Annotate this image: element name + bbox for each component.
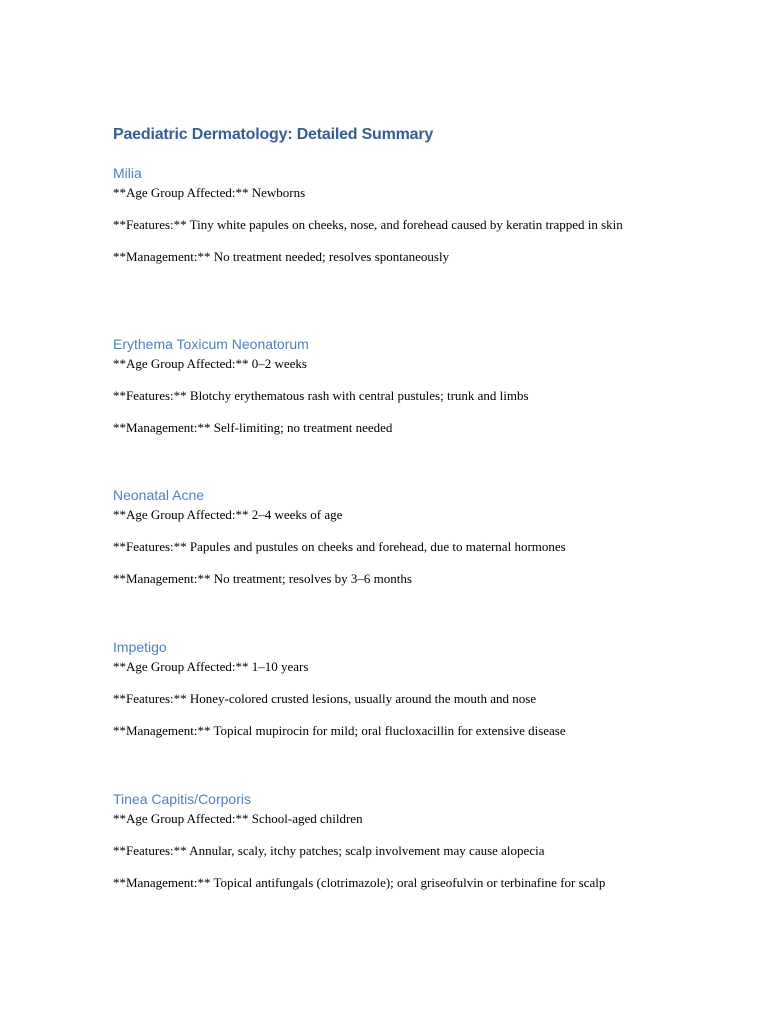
management-text: **Management:** Topical antifungals (clotrimazole); oral griseofulvin or terbinafine for scalp — [113, 875, 606, 890]
management-text: **Management:** Self-limiting; no treatment needed — [113, 420, 393, 435]
age-group-text: **Age Group Affected:** School-aged children — [113, 811, 363, 826]
management-text: **Management:** Topical mupirocin for mild; oral flucloxacillin for extensive disease — [113, 723, 566, 738]
section-impetigo — [113, 638, 658, 754]
section-heading: Tinea Capitis/Corporis — [113, 791, 251, 807]
age-group-text: **Age Group Affected:** 0–2 weeks — [113, 356, 307, 371]
management-text: **Management:** No treatment needed; resolves spontaneously — [113, 249, 450, 264]
section-heading: Milia — [113, 165, 142, 181]
features-text: **Features:** Annular, scaly, itchy patches; scalp involvement may cause alopecia — [113, 843, 545, 858]
management-text: **Management:** No treatment; resolves by 3–6 months — [113, 571, 412, 586]
section-heading: Impetigo — [113, 639, 167, 655]
section-milia — [113, 164, 658, 280]
age-group-text: **Age Group Affected:** Newborns — [113, 185, 306, 200]
section-neonatal-acne — [113, 486, 658, 602]
document-title: Paediatric Dermatology: Detailed Summary — [113, 126, 434, 143]
section-heading: Neonatal Acne — [113, 487, 205, 503]
section-heading: Erythema Toxicum Neonatorum — [113, 336, 309, 352]
section-erythema-toxicum — [113, 335, 658, 451]
features-text: **Features:** Blotchy erythematous rash with central pustules; trunk and limbs — [113, 388, 529, 403]
features-text: **Features:** Honey-colored crusted lesions, usually around the mouth and nose — [113, 691, 537, 706]
document-page — [113, 124, 658, 890]
section-tinea — [113, 790, 658, 906]
features-text: **Features:** Tiny white papules on cheeks, nose, and forehead caused by keratin trapped in skin — [113, 217, 623, 232]
features-text: **Features:** Papules and pustules on cheeks and forehead, due to maternal hormones — [113, 539, 566, 554]
age-group-text: **Age Group Affected:** 1–10 years — [113, 659, 309, 674]
age-group-text: **Age Group Affected:** 2–4 weeks of age — [113, 507, 343, 522]
